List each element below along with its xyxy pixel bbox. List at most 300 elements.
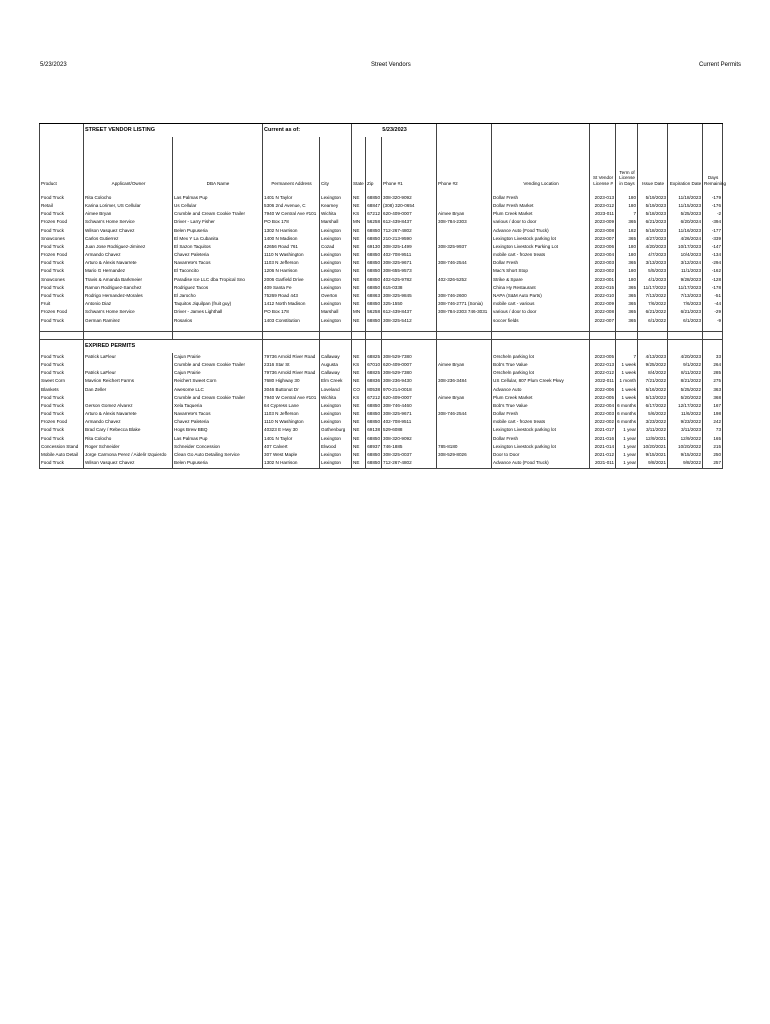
cell-license-number: 2022-007 xyxy=(590,317,616,325)
cell-phone-1: 308-325-9671 xyxy=(382,260,437,268)
cell-phone-2 xyxy=(437,317,492,325)
cell-city: Callaway xyxy=(320,353,352,361)
cell-dba-name: El Sazon Taquitos xyxy=(173,243,263,251)
cell-applicant: Patrick LaFleur xyxy=(84,369,173,377)
cell-phone-2: 308-746-2600 xyxy=(437,292,492,300)
cell-term: 1 week xyxy=(616,369,638,377)
cell-address: 7680 Highway 30 xyxy=(263,378,320,386)
cell-product: Food Truck xyxy=(40,459,84,468)
table-row xyxy=(40,435,723,443)
column-header-phone-1: Phone #1 xyxy=(382,137,437,188)
cell-product: Food Truck xyxy=(40,353,84,361)
cell-license-number: 2023-009 xyxy=(590,219,616,227)
cell-term: 180 xyxy=(616,251,638,259)
table-row xyxy=(40,251,723,259)
cell-dba-name: Cajun Prairie xyxy=(173,353,263,361)
header-section: Current Permits xyxy=(699,62,742,68)
cell-applicant: Jorge Carmona Perez / Aidelir Izquierdo xyxy=(84,451,173,459)
column-header-zip: Zip xyxy=(366,137,382,188)
cell-term: 365 xyxy=(616,292,638,300)
cell-license-number: 2023-008 xyxy=(590,227,616,235)
column-header-vending-location: Vending Location xyxy=(492,137,590,188)
cell-dba-name: Xela Taqueria xyxy=(173,402,263,410)
cell-days-remaining: 198 xyxy=(703,410,723,418)
cell-product: Snowcones xyxy=(40,235,84,243)
cell-license-number: 2021-014 xyxy=(590,443,616,451)
cell-dba-name: Clean Go Auto Detailing Service xyxy=(173,451,263,459)
cell-address: 1412 North Madison xyxy=(263,300,320,308)
cell-phone-1: (308) 320-0654 xyxy=(382,202,437,210)
cell-product: Food Truck xyxy=(40,227,84,235)
column-header-phone-2: Phone #2 xyxy=(437,137,492,188)
cell-zip: 68850 xyxy=(366,317,382,325)
cell-address: 7940 W Central Ave #101 xyxy=(263,210,320,218)
cell-dba-name: Paradise Ice LLC dba Tropical Sno xyxy=(173,276,263,284)
cell-state: NE xyxy=(352,194,366,202)
cell-state: NE xyxy=(352,369,366,377)
cell-product: Food Truck xyxy=(40,435,84,443)
cell-applicant: Travis & Amanda Barkmeier xyxy=(84,276,173,284)
cell-dba-name: Navarrete's Tacos xyxy=(173,410,263,418)
cell-address: 64 Cypress Lane xyxy=(263,402,320,410)
cell-product: Food Truck xyxy=(40,394,84,402)
cell-vending-location: Orscheln parking lot xyxy=(492,353,590,361)
cell-product: Fruit xyxy=(40,300,84,308)
cell-license-number: 2023-005 xyxy=(590,353,616,361)
cell-phone-2: 402-326-5252 xyxy=(437,276,492,284)
cell-phone-1: 402-708-9511 xyxy=(382,419,437,427)
cell-term: 180 xyxy=(616,243,638,251)
table-row xyxy=(40,361,723,369)
cell-applicant: Patrick LaFleur xyxy=(84,353,173,361)
cell-state: MN xyxy=(352,219,366,227)
cell-phone-1: 712-267-4802 xyxy=(382,227,437,235)
cell-phone-2: 308-784-2303 xyxy=(437,219,492,227)
cell-issue-date: 7/21/2022 xyxy=(638,378,668,386)
cell-state: NE xyxy=(352,451,366,459)
cell-issue-date: 9/25/2022 xyxy=(638,361,668,369)
cell-phone-1: 712-267-4802 xyxy=(382,459,437,468)
table-row xyxy=(40,317,723,325)
cell-applicant: Rodrigo Hernandez-Morales xyxy=(84,292,173,300)
cell-license-number: 2022-011 xyxy=(590,378,616,386)
cell-city: Lexington xyxy=(320,268,352,276)
cell-license-number: 2021-012 xyxy=(590,451,616,459)
cell-license-number: 2022-002 xyxy=(590,419,616,427)
table-row xyxy=(40,369,723,377)
table-row xyxy=(40,309,723,317)
cell-issue-date: 4/20/2023 xyxy=(638,243,668,251)
cell-vending-location: mobile cart - various xyxy=(492,300,590,308)
cell-city: Augusta xyxy=(320,361,352,369)
cell-city: Lexington xyxy=(320,451,352,459)
cell-product: Frozen Food xyxy=(40,309,84,317)
cell-address: 1302 N Harrison xyxy=(263,459,320,468)
cell-phone-2 xyxy=(437,386,492,394)
cell-phone-1: 308-320-9092 xyxy=(382,435,437,443)
cell-zip: 68850 xyxy=(366,284,382,292)
cell-zip: 67010 xyxy=(366,361,382,369)
cell-city: Lexington xyxy=(320,194,352,202)
cell-zip: 68850 xyxy=(366,402,382,410)
cell-zip: 68850 xyxy=(366,419,382,427)
cell-applicant: Wilson Vasquez Chavez xyxy=(84,459,173,468)
cell-dba-name: Belen Pupuseria xyxy=(173,227,263,235)
cell-phone-1: 620-409-0007 xyxy=(382,394,437,402)
cell-address: 407 Calvert xyxy=(263,443,320,451)
cell-dba-name: Reichert Sweet Corn xyxy=(173,378,263,386)
cell-product: Food Truck xyxy=(40,361,84,369)
cell-address: 79736 Arnold River Road xyxy=(263,369,320,377)
cell-vending-location: various / door to door xyxy=(492,219,590,227)
cell-state: NE xyxy=(352,443,366,451)
cell-state: NE xyxy=(352,435,366,443)
cell-phone-2: 308-746-2544 xyxy=(437,260,492,268)
cell-vending-location: Lexington Livestock parking lot xyxy=(492,235,590,243)
cell-days-remaining: -51 xyxy=(703,292,723,300)
cell-phone-1: 308-529-7380 xyxy=(382,369,437,377)
cell-state: KS xyxy=(352,361,366,369)
cell-city: Lexington xyxy=(320,435,352,443)
expired-title-row xyxy=(40,340,723,354)
cell-issue-date: 6/21/2022 xyxy=(638,309,668,317)
cell-expiration-date: 8/11/2022 xyxy=(668,369,703,377)
table-row xyxy=(40,394,723,402)
cell-expiration-date: 11/1/2023 xyxy=(668,268,703,276)
cell-applicant: Aimee Bryan xyxy=(84,210,173,218)
cell-address: 1403 Constitution xyxy=(263,317,320,325)
cell-vending-location: US Cellular, 807 Plum Creek Pkwy xyxy=(492,378,590,386)
cell-state: KS xyxy=(352,394,366,402)
cell-dba-name: Schneider Concession xyxy=(173,443,263,451)
table-row xyxy=(40,243,723,251)
cell-issue-date: 5/16/2022 xyxy=(638,386,668,394)
cell-product: Snowcones xyxy=(40,276,84,284)
cell-city: Cozad xyxy=(320,243,352,251)
cell-city: Wichita xyxy=(320,210,352,218)
cell-term: 365 xyxy=(616,300,638,308)
cell-applicant: Schwan's Home Service xyxy=(84,309,173,317)
cell-state: NE xyxy=(352,378,366,386)
cell-vending-location: Advance Auto (Food Truck) xyxy=(492,459,590,468)
cell-state: NE xyxy=(352,402,366,410)
cell-zip: 68850 xyxy=(366,435,382,443)
cell-applicant: Rita Colocho xyxy=(84,435,173,443)
column-header-address: Permanent Address xyxy=(263,137,320,188)
cell-vending-location: Plum Creek Market xyxy=(492,210,590,218)
cell-product: Food Truck xyxy=(40,402,84,410)
column-header-applicant: Applicant/Owner xyxy=(84,137,173,188)
cell-phone-1: 308-325-9671 xyxy=(382,410,437,418)
cell-dba-name: El Jarocho xyxy=(173,292,263,300)
cell-state: NE xyxy=(352,251,366,259)
cell-term: 182 xyxy=(616,227,638,235)
cell-expiration-date: 9/15/2022 xyxy=(668,451,703,459)
cell-vending-location: Dollar Fresh xyxy=(492,260,590,268)
cell-address: 1206 N Harrison xyxy=(263,268,320,276)
cell-issue-date: 3/11/2022 xyxy=(638,427,668,435)
cell-issue-date: 4/13/2023 xyxy=(638,353,668,361)
cell-address: 1110 N Washington xyxy=(263,251,320,259)
cell-product: Food Truck xyxy=(40,243,84,251)
cell-term: 180 xyxy=(616,268,638,276)
cell-phone-2 xyxy=(437,227,492,235)
table-row xyxy=(40,459,723,468)
cell-phone-2: 308-236-3484 xyxy=(437,378,492,386)
cell-issue-date: 3/23/2022 xyxy=(638,419,668,427)
cell-issue-date: 7/6/2022 xyxy=(638,300,668,308)
cell-issue-date: 4/1/2023 xyxy=(638,276,668,284)
cell-term: 6 months xyxy=(616,419,638,427)
listing-title-row xyxy=(40,124,723,138)
cell-applicant: Gerson Gomez Alvarez xyxy=(84,402,173,410)
cell-applicant: Carlos Gutierrez xyxy=(84,235,173,243)
cell-city: Lexington xyxy=(320,227,352,235)
cell-days-remaining: 257 xyxy=(703,459,723,468)
cell-days-remaining: -162 xyxy=(703,268,723,276)
cell-applicant: Juan Jose Rodriguez-Jiminez xyxy=(84,243,173,251)
table-row xyxy=(40,202,723,210)
cell-state: KS xyxy=(352,210,366,218)
cell-expiration-date: 9/23/2022 xyxy=(668,419,703,427)
cell-city: Lexington xyxy=(320,402,352,410)
table-row xyxy=(40,300,723,308)
cell-phone-2 xyxy=(437,284,492,292)
cell-state: NE xyxy=(352,243,366,251)
cell-license-number: 2022-010 xyxy=(590,292,616,300)
cell-issue-date: 4/7/2023 xyxy=(638,251,668,259)
cell-days-remaining: -339 xyxy=(703,235,723,243)
cell-license-number: 2022-009 xyxy=(590,300,616,308)
cell-address: 42656 Road 761 xyxy=(263,243,320,251)
cell-issue-date: 5/19/2023 xyxy=(638,202,668,210)
cell-zip: 69130 xyxy=(366,243,382,251)
cell-city: Elm Creek xyxy=(320,378,352,386)
column-header-city: City xyxy=(320,137,352,188)
cell-city: Lexington xyxy=(320,300,352,308)
cell-expiration-date: 5/20/2022 xyxy=(668,394,703,402)
cell-days-remaining: 73 xyxy=(703,427,723,435)
cell-expiration-date: 12/9/2022 xyxy=(668,435,703,443)
cell-product: Food Truck xyxy=(40,194,84,202)
cell-vending-location: Plum Creek Market xyxy=(492,394,590,402)
cell-address: 79736 Arnold River Road xyxy=(263,353,320,361)
cell-city: Overton xyxy=(320,292,352,300)
column-header-expiration-date: Expiration Date xyxy=(668,137,703,188)
cell-phone-1: 612-439-8437 xyxy=(382,309,437,317)
cell-applicant: Dan Zeller xyxy=(84,386,173,394)
cell-phone-2: 308-529-8026 xyxy=(437,451,492,459)
cell-product: Mobile Auto Detail xyxy=(40,451,84,459)
cell-zip: 68850 xyxy=(366,194,382,202)
cell-city: Loveland xyxy=(320,386,352,394)
cell-vending-location: Orscheln parking lot xyxy=(492,369,590,377)
cell-days-remaining: -9 xyxy=(703,317,723,325)
cell-address: 1401 N Taylor xyxy=(263,435,320,443)
cell-address: 409 Santa Fe xyxy=(263,284,320,292)
cell-address: PO Box 178 xyxy=(263,219,320,227)
cell-expiration-date: 3/12/2024 xyxy=(668,260,703,268)
cell-city: Lexington xyxy=(320,284,352,292)
cell-term: 1 year xyxy=(616,443,638,451)
cell-dba-name: Driver - James Lighthall xyxy=(173,309,263,317)
cell-expiration-date: 11/17/2023 xyxy=(668,284,703,292)
cell-city: Marshall xyxy=(320,219,352,227)
cell-term: 1 week xyxy=(616,361,638,369)
cell-address: 1401 N Taylor xyxy=(263,194,320,202)
cell-product: Retail xyxy=(40,202,84,210)
cell-product: Frozen Food xyxy=(40,419,84,427)
cell-term: 180 xyxy=(616,202,638,210)
cell-vending-location: Dollar Fresh xyxy=(492,435,590,443)
cell-zip: 68850 xyxy=(366,459,382,468)
cell-phone-1: 308-655-9573 xyxy=(382,268,437,276)
cell-expiration-date: 12/17/2022 xyxy=(668,402,703,410)
cell-expiration-date: 5/25/2023 xyxy=(668,210,703,218)
cell-dba-name: Awesome LLC xyxy=(173,386,263,394)
cell-city: Lexington xyxy=(320,260,352,268)
cell-state: NE xyxy=(352,459,366,468)
cell-state: NE xyxy=(352,227,366,235)
table-row xyxy=(40,260,723,268)
cell-state: NE xyxy=(352,317,366,325)
cell-license-number: 2021-016 xyxy=(590,435,616,443)
cell-zip: 68863 xyxy=(366,292,382,300)
cell-zip: 68836 xyxy=(366,378,382,386)
cell-phone-1: 325-1550 xyxy=(382,300,437,308)
cell-dba-name: El Mex Y La Cubanita xyxy=(173,235,263,243)
cell-license-number: 2022-006 xyxy=(590,386,616,394)
cell-dba-name: Las Palmas Pup xyxy=(173,435,263,443)
table-row xyxy=(40,427,723,435)
cell-phone-1: 620-409-0007 xyxy=(382,361,437,369)
cell-license-number: 2021-017 xyxy=(590,427,616,435)
cell-applicant: Schwan's Home Service xyxy=(84,219,173,227)
table-row xyxy=(40,451,723,459)
cell-phone-1: 529-6088 xyxy=(382,427,437,435)
cell-license-number: 2022-008 xyxy=(590,309,616,317)
cell-license-number: 2021-011 xyxy=(590,459,616,468)
cell-license-number: 2023-007 xyxy=(590,235,616,243)
cell-city: Lexington xyxy=(320,276,352,284)
cell-phone-1: 620-409-0007 xyxy=(382,210,437,218)
cell-issue-date: 6/17/2022 xyxy=(638,402,668,410)
cell-term: 1 week xyxy=(616,394,638,402)
cell-license-number: 2022-013 xyxy=(590,361,616,369)
cell-expiration-date: 11/18/2023 xyxy=(668,194,703,202)
cell-dba-name: Driver - Larry Fisher xyxy=(173,219,263,227)
cell-zip: 68825 xyxy=(366,369,382,377)
cell-product: Food Truck xyxy=(40,292,84,300)
cell-city: Wichita xyxy=(320,394,352,402)
cell-applicant: Antonio Diaz xyxy=(84,300,173,308)
cell-vending-location: soccer fields xyxy=(492,317,590,325)
cell-state: NE xyxy=(352,276,366,284)
cell-zip: 68850 xyxy=(366,260,382,268)
cell-issue-date: 7/13/2022 xyxy=(638,292,668,300)
cell-days-remaining: 242 xyxy=(703,419,723,427)
cell-days-remaining: -147 xyxy=(703,243,723,251)
cell-applicant: Armando Chavez xyxy=(84,419,173,427)
cell-issue-date: 11/17/2022 xyxy=(638,284,668,292)
cell-product: Food Truck xyxy=(40,369,84,377)
cell-term: 365 xyxy=(616,219,638,227)
cell-term: 180 xyxy=(616,276,638,284)
cell-days-remaining: -134 xyxy=(703,251,723,259)
cell-expiration-date: 10/20/2022 xyxy=(668,443,703,451)
cell-days-remaining: 363 xyxy=(703,386,723,394)
cell-license-number: 2023-011 xyxy=(590,210,616,218)
cell-vending-location: Dollar Fresh xyxy=(492,410,590,418)
cell-applicant: German Ramirez xyxy=(84,317,173,325)
cell-days-remaining: 285 xyxy=(703,369,723,377)
cell-phone-2: 308-746-2771 (Sonia) xyxy=(437,300,492,308)
cell-product: Sweet Corn xyxy=(40,378,84,386)
cell-phone-2: 308-784-2303 746-3031 xyxy=(437,309,492,317)
cell-state: MN xyxy=(352,309,366,317)
cell-issue-date: 6/21/2023 xyxy=(638,219,668,227)
cell-phone-1: 308-746-4460 xyxy=(382,402,437,410)
cell-phone-2: Aimee Bryan xyxy=(437,394,492,402)
cell-dba-name: Chavez Paleteria xyxy=(173,251,263,259)
cell-phone-2 xyxy=(437,419,492,427)
cell-city: Lexington xyxy=(320,317,352,325)
cell-days-remaining: 368 xyxy=(703,394,723,402)
cell-term: 365 xyxy=(616,260,638,268)
cell-license-number: 2023-004 xyxy=(590,251,616,259)
cell-expiration-date: 11/15/2023 xyxy=(668,202,703,210)
cell-issue-date: 5/19/2023 xyxy=(638,194,668,202)
column-header-term: Term of License in Days xyxy=(616,137,638,188)
cell-expiration-date: 4/20/2023 xyxy=(668,353,703,361)
cell-expiration-date: 9/1/2022 xyxy=(668,361,703,369)
cell-applicant: Ramon Rodriguez-Sanchez xyxy=(84,284,173,292)
cell-zip: 67212 xyxy=(366,210,382,218)
cell-vending-location: Bob's True Value xyxy=(492,402,590,410)
cell-term: 180 xyxy=(616,194,638,202)
table-row xyxy=(40,292,723,300)
table-row xyxy=(40,410,723,418)
cell-vending-location: Dollar Fresh xyxy=(492,194,590,202)
cell-phone-2 xyxy=(437,235,492,243)
cell-license-number: 2023-002 xyxy=(590,268,616,276)
cell-days-remaining: 264 xyxy=(703,361,723,369)
cell-product: Food Truck xyxy=(40,268,84,276)
cell-license-number: 2022-003 xyxy=(590,410,616,418)
table-row xyxy=(40,402,723,410)
cell-days-remaining: -176 xyxy=(703,202,723,210)
vendor-sheet xyxy=(39,123,727,469)
cell-product: Concession Stand xyxy=(40,443,84,451)
cell-state: NE xyxy=(352,419,366,427)
cell-city: Lexington xyxy=(320,251,352,259)
cell-issue-date: 5/18/2023 xyxy=(638,227,668,235)
column-header-days-remaining: Days Remaining xyxy=(703,137,723,188)
cell-dba-name: Us Cellular xyxy=(173,202,263,210)
cell-product: Frozen Food xyxy=(40,251,84,259)
table-body xyxy=(40,124,727,469)
cell-address: 7940 W Central Ave #101 xyxy=(263,394,320,402)
cell-days-remaining: -177 xyxy=(703,227,723,235)
cell-city: Elwood xyxy=(320,443,352,451)
cell-issue-date: 9/8/2021 xyxy=(638,459,668,468)
cell-product: Food Truck xyxy=(40,284,84,292)
cell-term: 365 xyxy=(616,317,638,325)
cell-phone-1: 210-213-9590 xyxy=(382,235,437,243)
cell-zip: 68850 xyxy=(366,410,382,418)
cell-phone-1: 746-1885 xyxy=(382,443,437,451)
cell-issue-date: 12/9/2021 xyxy=(638,435,668,443)
